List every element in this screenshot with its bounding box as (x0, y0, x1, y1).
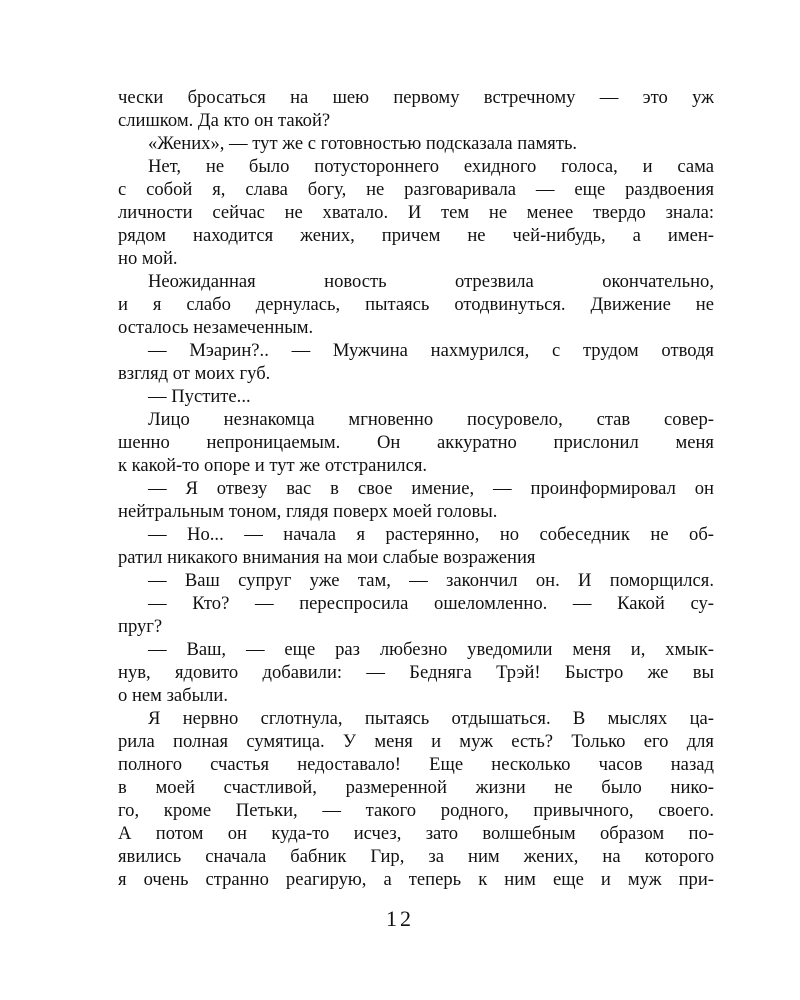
text-line: рядом находится жених, причем не чей-нибудь, а имен- (118, 225, 714, 246)
text-line: нув, ядовито добавили: — Бедняга Трэй! Быстро же вы (118, 662, 714, 683)
text-line: но мой. (118, 248, 178, 269)
text-line: — Пустите... (148, 386, 251, 407)
text-line: А потом он куда-то исчез, зато волшебным образом по- (118, 823, 714, 844)
text-line: — Ваш супруг уже там, — закончил он. И поморщился. (148, 570, 714, 591)
text-line: с собой я, слава богу, не разговаривала — еще раздвоения (118, 179, 714, 200)
text-line: Нет, не было потустороннего ехидного голоса, и сама (148, 156, 714, 177)
page-number: 12 (386, 906, 414, 931)
text-line: — Я отвезу вас в свое имение, — проинформировал он (148, 478, 714, 499)
text-line: о нем забыли. (118, 685, 228, 706)
text-line: нейтральным тоном, глядя поверх моей головы. (118, 501, 498, 522)
text-line: шенно непроницаемым. Он аккуратно прислонил меня (118, 432, 714, 453)
text-line: Лицо незнакомца мгновенно посуровело, став совер- (148, 409, 714, 430)
text-line: полного счастья недоставало! Еще несколько часов назад (118, 754, 714, 775)
text-line: я очень странно реагирую, а теперь к ним еще и муж при- (118, 869, 714, 890)
text-line: чески бросаться на шею первому встречному — это уж (118, 87, 714, 108)
text-line: взгляд от моих губ. (118, 363, 271, 384)
text-line: и я слабо дернулась, пытаясь отодвинуться. Движение не (118, 294, 714, 315)
text-line: Неожиданная новость отрезвила окончательно, (148, 271, 714, 292)
text-line: го, кроме Петьки, — такого родного, привычного, своего. (118, 800, 714, 821)
text-line: пруг? (118, 616, 163, 637)
text-line: рила полная сумятица. У меня и муж есть? Только его для (118, 731, 714, 752)
text-line: ратил никакого внимания на мои слабые возражения (118, 547, 536, 568)
text-line: — Мэарин?.. — Мужчина нахмурился, с трудом отводя (148, 340, 714, 361)
text-line: к какой-то опоре и тут же отстранился. (118, 455, 428, 476)
text-line: «Жених», — тут же с готовностью подсказала память. (148, 133, 578, 154)
text-line: личности сейчас не хватало. И тем не менее твердо знала: (118, 202, 714, 223)
text-line: — Кто? — переспросила ошеломленно. — Какой су- (148, 593, 714, 614)
text-line: Я нервно сглотнула, пытаясь отдышаться. В мыслях ца- (148, 708, 714, 729)
text-line: явились сначала бабник Гир, за ним жених, на которого (118, 846, 714, 867)
book-page-text (118, 86, 714, 891)
text-line: осталось незамеченным. (118, 317, 314, 338)
text-line: слишком. Да кто он такой? (118, 110, 331, 131)
text-line: в моей счастливой, размеренной жизни не было нико- (118, 777, 714, 798)
text-line: — Ваш, — еще раз любезно уведомили меня и, хмык- (148, 639, 714, 660)
text-line: — Но... — начала я растерянно, но собеседник не об- (148, 524, 714, 545)
